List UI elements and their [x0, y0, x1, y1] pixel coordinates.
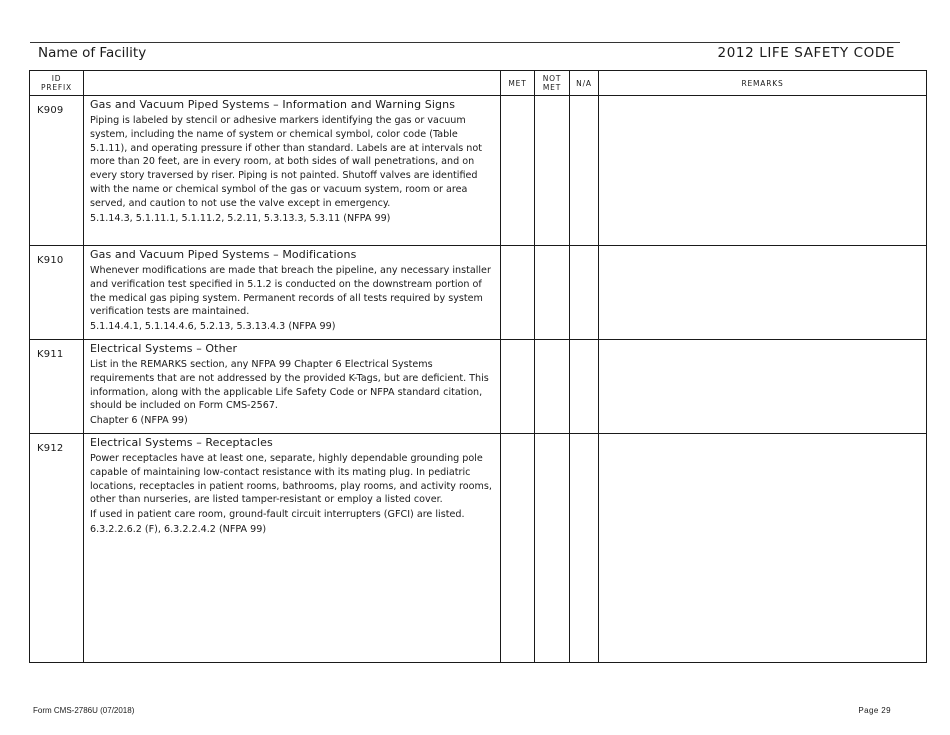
- met-cell[interactable]: [501, 434, 535, 663]
- row-title: Electrical Systems – Receptacles: [90, 436, 273, 449]
- row-citation: Chapter 6 (NFPA 99): [90, 415, 188, 427]
- row-title: Gas and Vacuum Piped Systems – Modifications: [90, 248, 357, 261]
- row-title: Gas and Vacuum Piped Systems – Information and Warning Signs: [90, 98, 456, 111]
- code-title: 2012 LIFE SAFETY CODE: [717, 45, 895, 61]
- remarks-cell[interactable]: [599, 340, 927, 434]
- not-met-cell[interactable]: [535, 434, 570, 663]
- id-prefix-header-line1: ID: [51, 74, 62, 83]
- not-met-header-line1: NOT: [542, 74, 562, 83]
- row-citation: 5.1.14.3, 5.1.11.1, 5.1.11.2, 5.2.11, 5.3.13.3, 5.3.11 (NFPA 99): [90, 212, 391, 224]
- not-met-cell[interactable]: [535, 96, 570, 246]
- remarks-cell[interactable]: [599, 434, 927, 663]
- page-number: Page 29: [858, 706, 891, 715]
- row-paragraph: Whenever modifications are made that breach the pipeline, any necessary installer and verification test specified in 5.1.2 is conducted on the downstream portion of the medical gas piping system. Permanent records of all tests required by system verification tests are maintained.: [90, 265, 491, 318]
- remarks-header: REMARKS: [599, 71, 927, 96]
- row-paragraph: List in the REMARKS section, any NFPA 99 Chapter 6 Electrical Systems requirements that are not addressed by the provided K-Tags, but are deficient. This information, along with the applicable Life Safety Code or NFPA standard citation, should be included on Form CMS-2567.: [90, 359, 489, 412]
- row-citation: 5.1.14.4.1, 5.1.14.4.6, 5.2.13, 5.3.13.4.3 (NFPA 99): [90, 321, 336, 333]
- table-header-row: [30, 71, 927, 96]
- not-met-header: [535, 71, 570, 96]
- row-id: K910: [30, 246, 84, 340]
- id-prefix-header-line2: PREFIX: [41, 83, 72, 92]
- row-id: K912: [30, 434, 84, 663]
- row-id: K909: [30, 96, 84, 246]
- row-content: [84, 96, 501, 246]
- remarks-cell[interactable]: [599, 246, 927, 340]
- table-row: [30, 340, 927, 434]
- header-rule: [30, 42, 900, 43]
- met-cell[interactable]: [501, 246, 535, 340]
- id-prefix-header: [30, 71, 84, 96]
- survey-form-table: [29, 70, 927, 663]
- na-cell[interactable]: [570, 340, 599, 434]
- table-row: [30, 434, 927, 663]
- table-row: [30, 246, 927, 340]
- row-content: [84, 340, 501, 434]
- met-cell[interactable]: [501, 340, 535, 434]
- row-id: K911: [30, 340, 84, 434]
- not-met-cell[interactable]: [535, 340, 570, 434]
- description-header: [84, 71, 501, 96]
- row-content: [84, 434, 501, 663]
- na-cell[interactable]: [570, 434, 599, 663]
- remarks-cell[interactable]: [599, 96, 927, 246]
- form-number: Form CMS-2786U (07/2018): [33, 706, 135, 715]
- met-cell[interactable]: [501, 96, 535, 246]
- row-paragraph: If used in patient care room, ground-fault circuit interrupters (GFCI) are listed.: [90, 509, 465, 521]
- row-paragraph: Piping is labeled by stencil or adhesive markers identifying the gas or vacuum system, including the name of system or chemical symbol, color code (Table 5.1.11), and operating pressure if other than standard. Labels are at intervals not more than 20 feet, are in every room, at both sides of wall penetrations, and on every story traversed by riser. Piping is not painted. Shutoff valves are identified with the name or chemical symbol of the gas or vacuum system, room or area served, and caution to not use the valve except in emergency.: [90, 115, 482, 209]
- not-met-header-line2: MET: [542, 83, 562, 92]
- row-content: [84, 246, 501, 340]
- not-met-cell[interactable]: [535, 246, 570, 340]
- facility-name-label: Name of Facility: [38, 45, 147, 61]
- na-header: N/A: [570, 71, 599, 96]
- met-header: MET: [501, 71, 535, 96]
- row-title: Electrical Systems – Other: [90, 342, 238, 355]
- row-paragraph: Power receptacles have at least one, separate, highly dependable grounding pole capable of maintaining low-contact resistance with its mating plug. In pediatric locations, receptacles in patient rooms, bathrooms, play rooms, and activity rooms, other than nurseries, are listed tamper-resistant or employ a listed cover.: [90, 453, 492, 506]
- table-row: [30, 96, 927, 246]
- row-citation: 6.3.2.2.6.2 (F), 6.3.2.2.4.2 (NFPA 99): [90, 523, 267, 535]
- na-cell[interactable]: [570, 246, 599, 340]
- na-cell[interactable]: [570, 96, 599, 246]
